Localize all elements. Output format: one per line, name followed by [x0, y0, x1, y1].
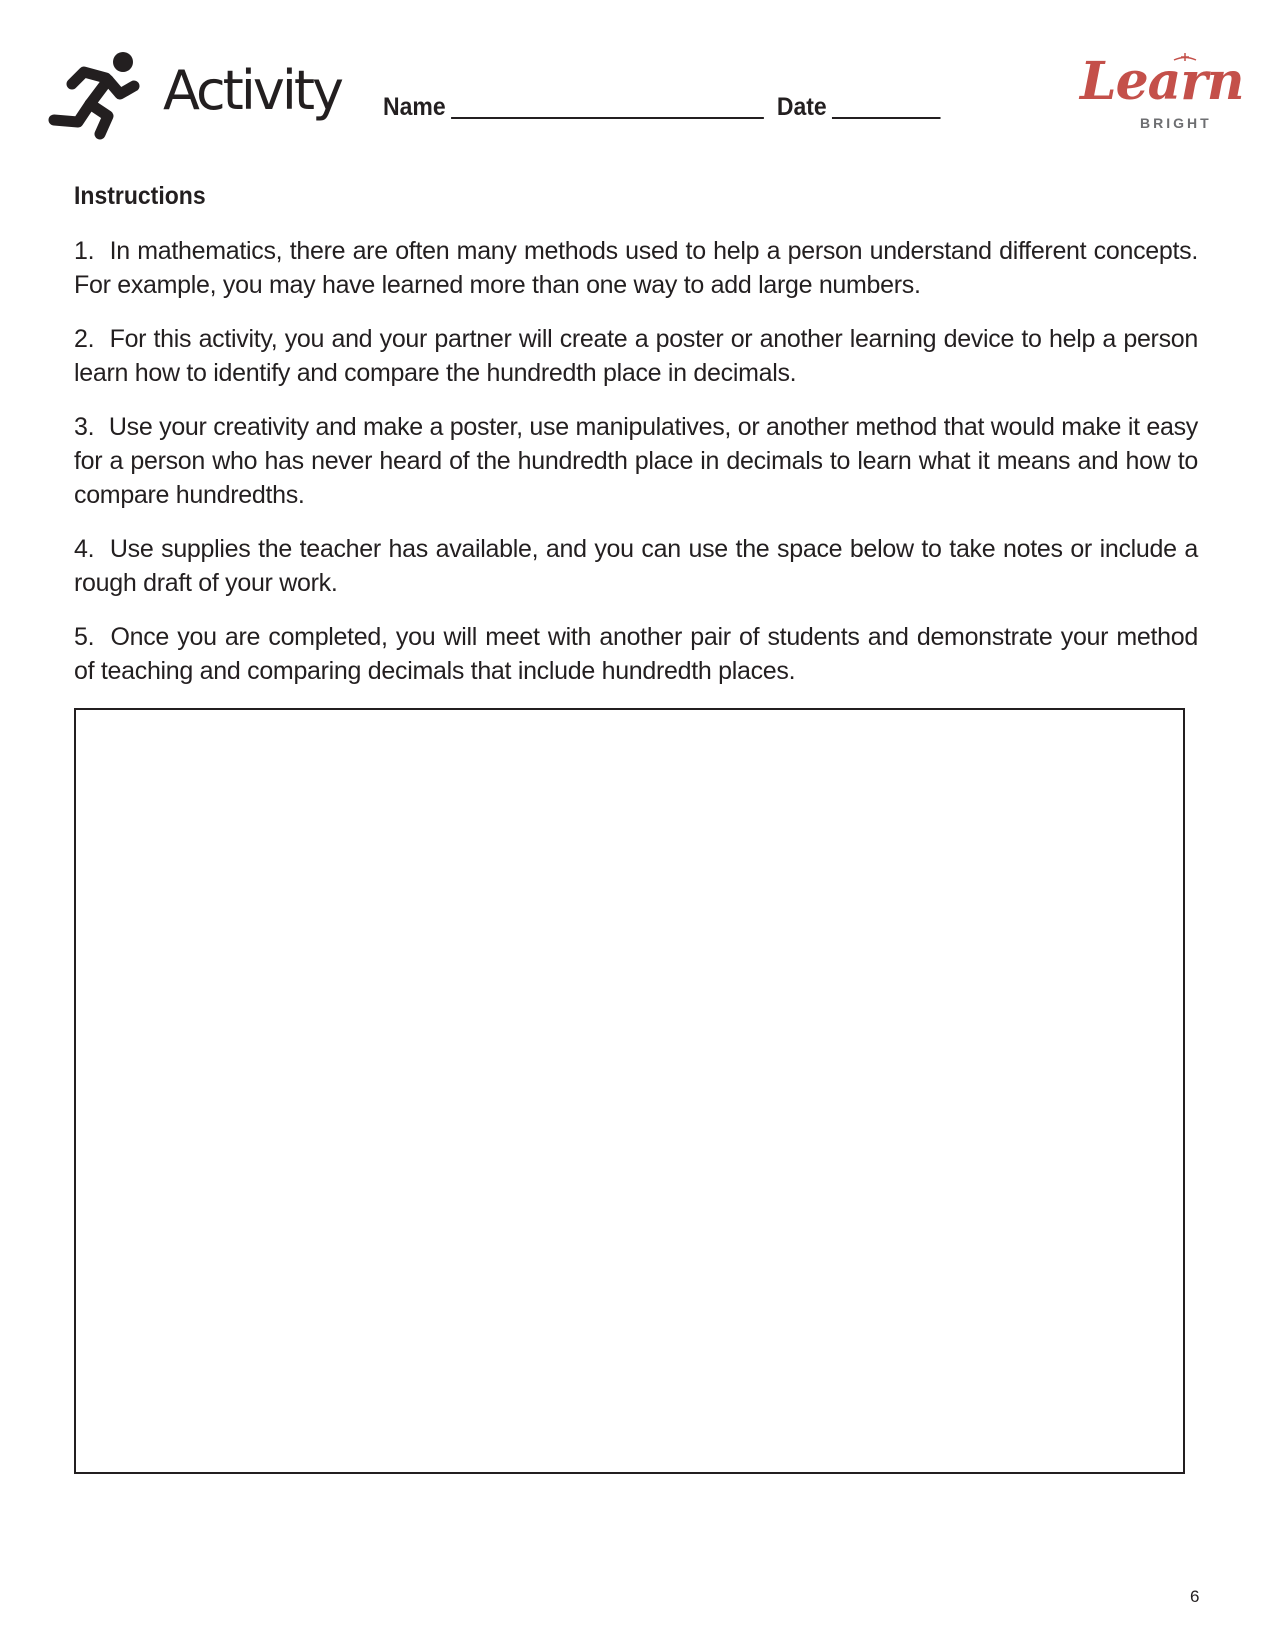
instruction-number: 5.: [74, 623, 95, 651]
running-person-icon: [46, 50, 146, 142]
instruction-text: Use your creativity and make a poster, use manipulatives, or another method that would make it easy for a person who has never heard of the hundredth place in decimals to learn what it means and how to compare hundredths.: [74, 413, 1198, 509]
name-blank-line[interactable]: [451, 117, 764, 119]
activity-title: Activity: [163, 59, 341, 122]
notes-box[interactable]: [74, 708, 1185, 1474]
name-date-fields: [383, 95, 941, 120]
instruction-item: [74, 234, 1198, 302]
instruction-item: [74, 322, 1198, 390]
date-blank-line[interactable]: [832, 117, 941, 119]
logo-learn-text: Learn: [1080, 51, 1244, 112]
instruction-number: 3.: [74, 413, 95, 441]
instruction-item: [74, 410, 1198, 512]
name-label: Name: [383, 93, 446, 121]
instruction-text: Use supplies the teacher has available, and you can use the space below to take notes or include a rough draft of your work.: [74, 535, 1198, 597]
page-number: 6: [1190, 1587, 1200, 1606]
instruction-item: [74, 532, 1198, 600]
instruction-text: For this activity, you and your partner will create a poster or another learning device to help a person learn how to identify and compare the hundredth place in decimals.: [74, 325, 1198, 387]
learn-bright-logo: [1080, 51, 1244, 140]
instructions-list: [74, 234, 1198, 708]
instruction-text: In mathematics, there are often many methods used to help a person understand different concepts. For example, you may have learned more than one way to add large numbers.: [74, 237, 1198, 299]
instruction-item: [74, 620, 1198, 688]
instructions-heading: Instructions: [74, 182, 206, 210]
logo-bright-text: BRIGHT: [1140, 115, 1212, 131]
instruction-number: 4.: [74, 535, 95, 563]
instruction-text: Once you are completed, you will meet with another pair of students and demonstrate your method of teaching and comparing decimals that include hundredth places.: [74, 623, 1198, 685]
instruction-number: 1.: [74, 237, 95, 265]
instruction-number: 2.: [74, 325, 95, 353]
date-label: Date: [776, 93, 827, 121]
